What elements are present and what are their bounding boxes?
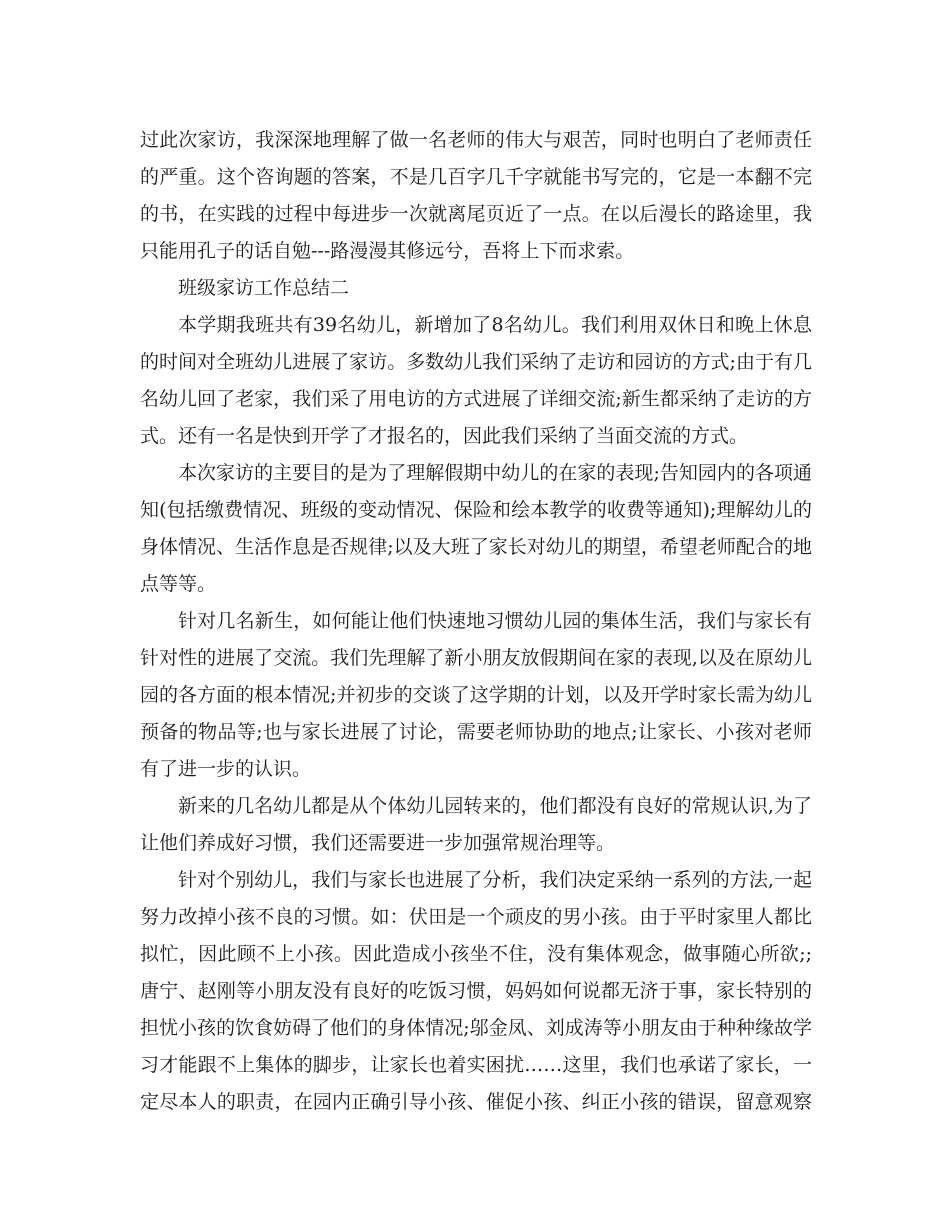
text-line: 有了进一步的认识。 xyxy=(140,758,312,780)
text-line: 唐宁、赵刚等小朋友没有良好的吃饭习惯，妈妈如何说都无济于事，家长特别的 xyxy=(140,980,812,1002)
text-line: 针对性的进展了交流。我们先理解了新小朋友放假期间在家的表现,以及在原幼儿 xyxy=(140,647,812,669)
text-line: 习才能跟不上集体的脚步，让家长也着实困扰……这里，我们也承诺了家长，一 xyxy=(140,1054,812,1076)
text-line: 定尽本人的职责，在园内正确引导小孩、催促小孩、纠正小孩的错误，留意观察 xyxy=(140,1091,812,1113)
text-line: 知(包括缴费情况、班级的变动情况、保险和绘本教学的收费等通知);理解幼儿的 xyxy=(140,499,812,521)
text-line: 新来的几名幼儿都是从个体幼儿园转来的，他们都没有良好的常规认识,为了 xyxy=(178,795,812,817)
text-line: 的书，在实践的过程中每进步一次就离尾页近了一点。在以后漫长的路途里，我 xyxy=(140,203,812,225)
text-line: 预备的物品等;也与家长进展了讨论，需要老师协助的地点;让家长、小孩对老师 xyxy=(140,721,812,743)
text-line: 班级家访工作总结二 xyxy=(178,277,350,299)
text-line: 的时间对全班幼儿进展了家访。多数幼儿我们采纳了走访和园访的方式;由于有几 xyxy=(140,351,812,373)
text-line: 只能用孔子的话自勉---路漫漫其修远兮，吾将上下而求索。 xyxy=(140,240,635,262)
text-line: 点等等。 xyxy=(140,573,217,595)
text-line: 的严重。这个咨询题的答案，不是几百字几千字就能书写完的，它是一本翻不完 xyxy=(140,166,812,188)
text-line: 拟忙，因此顾不上小孩。因此造成小孩坐不住，没有集体观念，做事随心所欲;; xyxy=(140,943,812,965)
text-line: 针对几名新生，如何能让他们快速地习惯幼儿园的集体生活，我们与家长有 xyxy=(178,610,812,632)
text-line: 园的各方面的根本情况;并初步的交谈了这学期的计划，以及开学时家长需为幼儿 xyxy=(140,684,812,706)
text-line: 过此次家访，我深深地理解了做一名老师的伟大与艰苦，同时也明白了老师责任 xyxy=(140,129,812,151)
text-line: 担忧小孩的饮食妨碍了他们的身体情况;邬金凤、刘成涛等小朋友由于种种缘故学 xyxy=(140,1017,812,1039)
text-line: 本学期我班共有39名幼儿，新增加了8名幼儿。我们利用双休日和晚上休息 xyxy=(178,314,812,336)
text-line: 努力改掉小孩不良的习惯。如：伏田是一个顽皮的男小孩。由于平时家里人都比 xyxy=(140,906,812,928)
text-line: 让他们养成好习惯，我们还需要进一步加强常规治理等。 xyxy=(140,832,616,854)
text-line: 名幼儿回了老家，我们采了用电访的方式进展了详细交流;新生都采纳了走访的方 xyxy=(140,388,812,410)
text-line: 式。还有一名是快到开学了才报名的，因此我们采纳了当面交流的方式。 xyxy=(140,425,749,447)
document-body xyxy=(140,122,812,1121)
text-line: 身体情况、生活作息是否规律;以及大班了家长对幼儿的期望，希望老师配合的地 xyxy=(140,536,812,558)
text-line: 针对个别幼儿，我们与家长也进展了分析，我们决定采纳一系列的方法,一起 xyxy=(178,869,812,891)
text-line: 本次家访的主要目的是为了理解假期中幼儿的在家的表现;告知园内的各项通 xyxy=(178,462,812,484)
